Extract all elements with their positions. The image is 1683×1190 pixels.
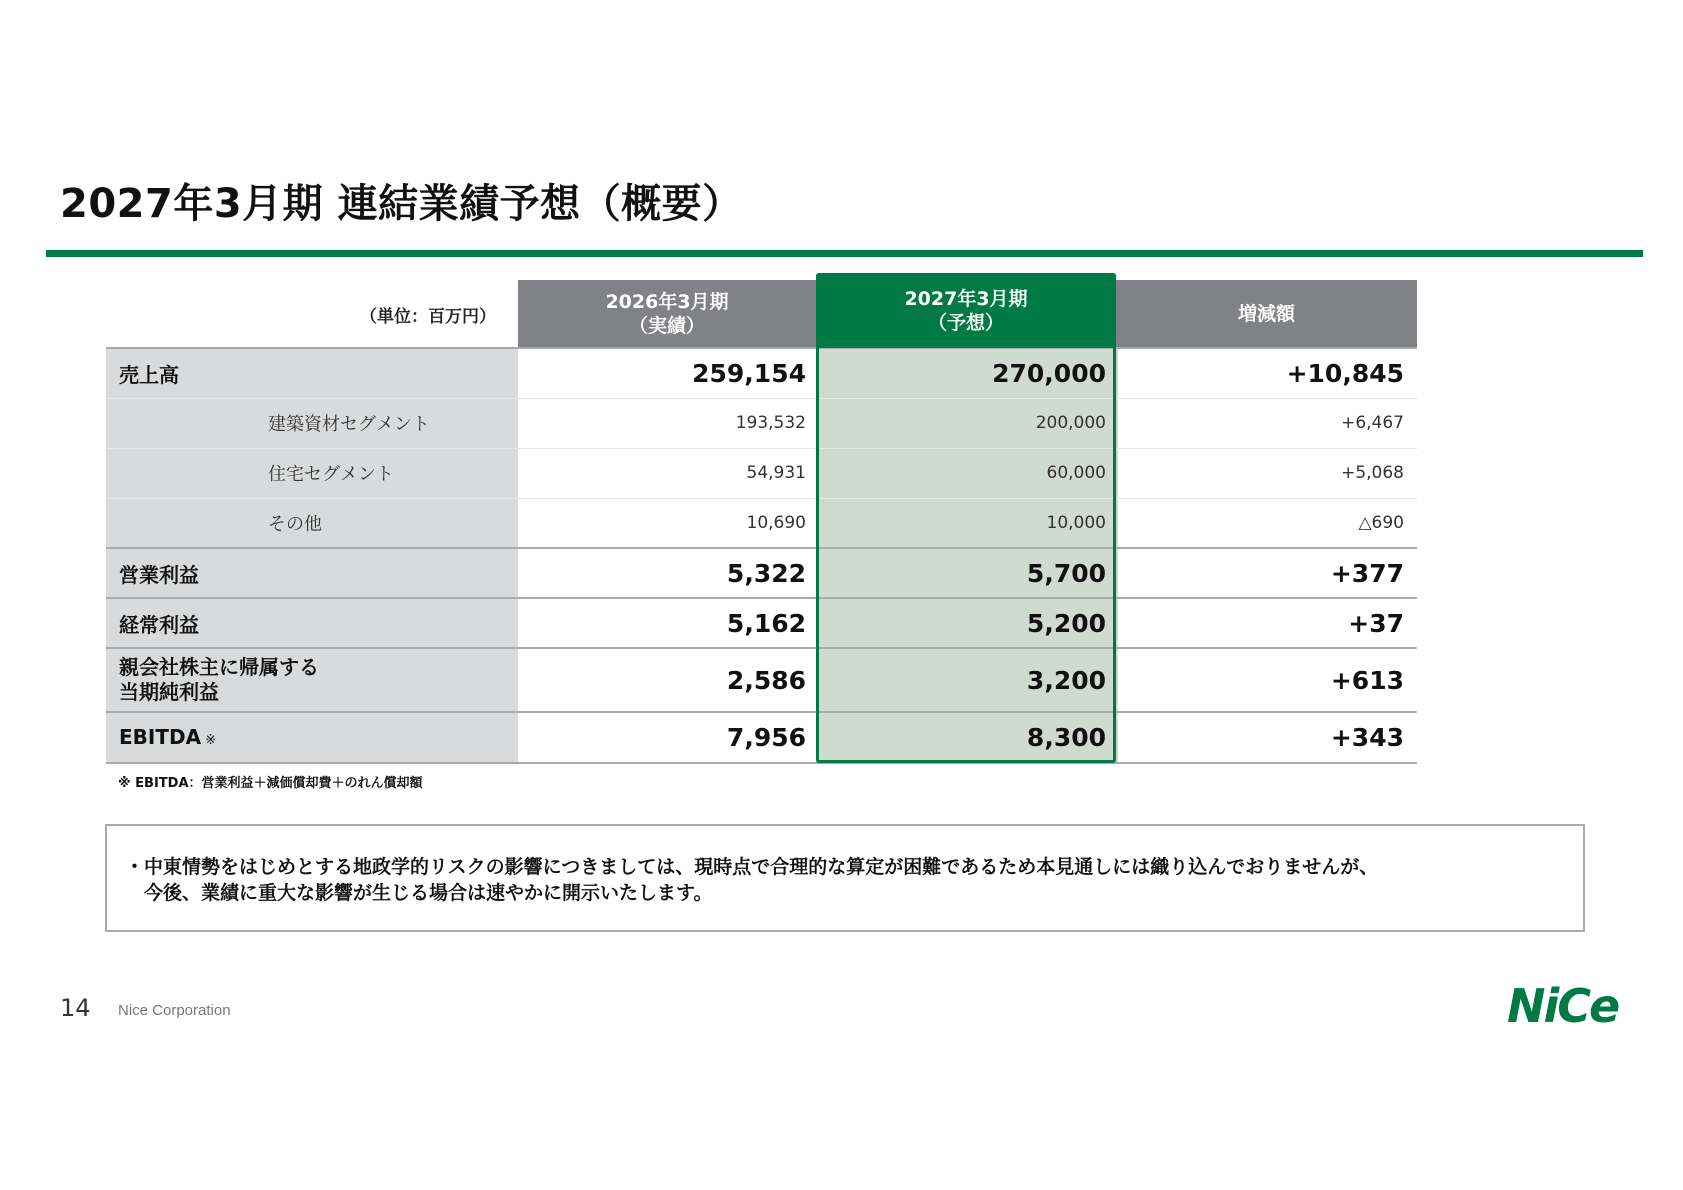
table-row <box>106 398 1417 448</box>
risk-note-line1: ・中東情勢をはじめとする地政学的リスクの影響につきましては、現時点で合理的な算定が困難であるため本見通しには織り込んでおりませんが、 <box>125 856 1379 878</box>
header-fy2027-forecast <box>816 273 1116 348</box>
value-fy2026: 5,162 <box>726 608 806 638</box>
company-name: Nice Corporation <box>118 1002 231 1019</box>
nice-logo <box>1505 980 1645 1028</box>
row-divider <box>106 597 1417 599</box>
svg-text:NiCe: NiCe <box>1507 980 1619 1028</box>
risk-note-line2: 今後、業績に重大な影響が生じる場合は速やかに開示いたします。 <box>144 882 713 904</box>
value-change: +10,845 <box>1286 358 1404 388</box>
row-label-line1: 親会社株主に帰属する <box>119 655 319 679</box>
footnote-mark: ※ <box>205 732 216 748</box>
value-fy2027: 10,000 <box>818 498 1118 548</box>
value-fy2026: 2,586 <box>726 665 806 695</box>
title-divider <box>46 250 1643 257</box>
row-label-line2: 当期純利益 <box>119 680 219 704</box>
value-fy2026: 5,322 <box>726 558 806 588</box>
value-fy2027: 8,300 <box>818 712 1118 762</box>
row-divider <box>106 498 1417 499</box>
value-fy2027: 200,000 <box>818 398 1118 448</box>
table-row <box>106 548 1417 598</box>
value-fy2026: 10,690 <box>746 513 806 533</box>
value-change: +343 <box>1330 722 1404 752</box>
row-label: 営業利益 <box>106 548 518 598</box>
value-change: +613 <box>1330 665 1404 695</box>
page-number: 14 <box>60 994 91 1022</box>
value-change: +37 <box>1348 608 1404 638</box>
table-row <box>106 348 1417 398</box>
row-label: その他 <box>106 498 518 548</box>
value-change: +377 <box>1330 558 1404 588</box>
header-change <box>1116 280 1417 348</box>
header-fy2027-type: （予想） <box>927 311 1004 334</box>
value-fy2027: 5,700 <box>818 548 1118 598</box>
row-label-text: EBITDA <box>119 725 202 749</box>
value-fy2026: 259,154 <box>692 358 806 388</box>
risk-note-box <box>105 824 1585 932</box>
header-fy2027-year: 2027年3月期 <box>904 287 1028 310</box>
value-fy2027: 5,200 <box>818 598 1118 648</box>
value-fy2027: 3,200 <box>818 648 1118 712</box>
row-label: 建築資材セグメント <box>106 398 518 448</box>
row-divider <box>106 347 1417 349</box>
ebitda-footnote: ※ EBITDA：営業利益＋減価償却費＋のれん償却額 <box>118 776 423 791</box>
row-divider <box>106 398 1417 399</box>
row-divider <box>106 647 1417 649</box>
header-fy2026-type: （実績） <box>628 315 705 337</box>
table-row <box>106 448 1417 498</box>
value-change: +5,068 <box>1341 463 1404 483</box>
row-divider <box>106 547 1417 549</box>
row-divider <box>106 448 1417 449</box>
value-fy2027: 270,000 <box>818 348 1118 398</box>
row-label <box>106 712 518 762</box>
page-title: 2027年3月期 連結業績予想（概要） <box>60 181 743 227</box>
value-fy2026: 7,956 <box>726 722 806 752</box>
unit-label: （単位：百万円） <box>360 306 496 327</box>
value-change: △690 <box>1358 513 1404 533</box>
row-divider <box>106 711 1417 713</box>
value-fy2026: 193,532 <box>735 413 806 433</box>
header-change-label: 増減額 <box>1237 303 1295 325</box>
table-row <box>106 598 1417 648</box>
value-change: +6,467 <box>1341 413 1404 433</box>
header-fy2026-actual <box>518 280 816 348</box>
row-label <box>106 648 518 712</box>
row-label: 住宅セグメント <box>106 448 518 498</box>
table-row <box>106 498 1417 548</box>
table-row <box>106 712 1417 762</box>
row-label: 売上高 <box>106 348 518 398</box>
value-fy2027: 60,000 <box>818 448 1118 498</box>
value-fy2026: 54,931 <box>746 463 806 483</box>
header-fy2026-year: 2026年3月期 <box>605 291 729 313</box>
row-divider <box>106 762 1417 764</box>
table-row <box>106 648 1417 712</box>
row-label: 経常利益 <box>106 598 518 648</box>
risk-note <box>125 854 1378 906</box>
